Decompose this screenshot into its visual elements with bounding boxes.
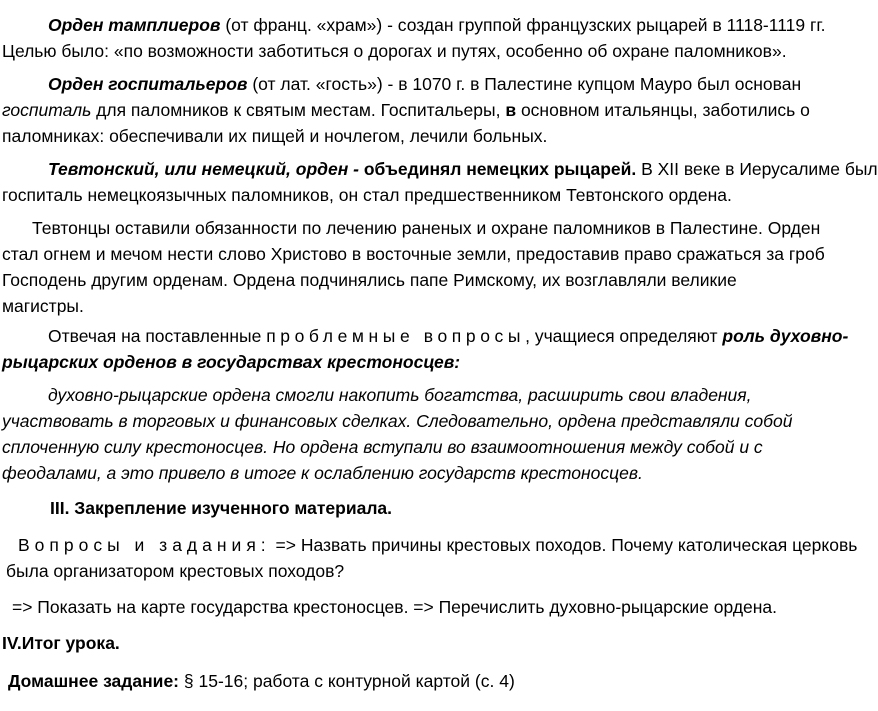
teutons-line-1: Тевтонцы оставили обязанности по лечению раненых и охране паломников в Палестине. Орден xyxy=(32,218,821,238)
answer-intro-line-1 xyxy=(48,323,848,349)
teutonic-line-1 xyxy=(48,156,878,182)
teutonic-text-1: В XII веке в Иерусалиме был xyxy=(636,159,878,179)
homework-label: Домашнее задание: xyxy=(8,671,180,691)
teutons-line-4: магистры. xyxy=(2,296,84,316)
tasks-line-3: => Показать на карте государства крестоносцев. => Перечислить духовно-рыцарские ордена. xyxy=(12,597,778,617)
answer-intro-text: Отвечая на поставленные xyxy=(48,326,267,346)
hospitallers-text-2b: основном итальянцы, заботились о xyxy=(516,100,810,120)
answer-intro-line-2: рыцарских орденов в государствах крестоносцев: xyxy=(2,352,461,372)
templars-line-1 xyxy=(48,12,825,38)
hospitallers-text-1: (от лат. «гость») - в 1070 г. в Палестине купцом Мауро был основан xyxy=(247,74,802,94)
section-4-heading: IV.Итог урока. xyxy=(2,633,120,653)
homework-text: § 15-16; работа с контурной картой (с. 4) xyxy=(179,671,515,691)
templars-text-1: (от франц. «храм») - создан группой французских рыцарей в 1118-1119 гг. xyxy=(220,15,826,35)
hospitallers-line-2 xyxy=(2,97,810,123)
homework-line xyxy=(8,668,515,694)
hospitallers-line-1 xyxy=(48,71,801,97)
templars-term: Орден тамплиеров xyxy=(48,15,221,35)
teutonic-term-2: объединял немецких рыцарей. xyxy=(363,159,637,179)
hospitallers-text-2a: для паломников к святым местам. Госпитальеры, xyxy=(91,100,506,120)
teutons-line-3: Господень другим орденам. Ордена подчинялись папе Римскому, их возглавляли великие xyxy=(2,270,737,290)
section-3-heading: III. Закрепление изученного материала. xyxy=(50,498,393,518)
templars-line-2: Целью было: «по возможности заботиться о дорогах и путях, особенно об охране паломников». xyxy=(2,41,787,61)
conclusion-line-3: сплоченную силу крестоносцев. Но ордена вступали во взаимоотношения между собой и с xyxy=(2,437,763,457)
teutonic-line-2: госпиталь немецкоязычных паломников, он стал предшественником Тевтонского ордена. xyxy=(2,185,732,205)
role-phrase: роль духовно- xyxy=(722,326,849,346)
hospitallers-term: Орден госпитальеров xyxy=(48,74,248,94)
tasks-line-1 xyxy=(18,532,857,558)
problem-questions: проблемные вопросы xyxy=(266,326,526,346)
tasks-line-2: была организатором крестовых походов? xyxy=(6,561,345,581)
conclusion-line-4: феодалами, а это привело в итоге к ослаблению государств крестоносцев. xyxy=(2,463,643,483)
conclusion-line-1: духовно-рыцарские ордена смогли накопить богатства, расширить свои владения, xyxy=(48,385,752,405)
conclusion-line-2: участвовать в торговых и финансовых сделках. Следовательно, ордена представляли собой xyxy=(2,411,793,431)
teutonic-term: Тевтонский, или немецкий, орден - xyxy=(48,159,364,179)
tasks-text-1: => Назвать причины крестовых походов. Почему католическая церковь xyxy=(270,535,858,555)
teutons-line-2: стал огнем и мечом нести слово Христово в восточные земли, предоставив право сражаться за гроб xyxy=(2,244,825,264)
hospital-word: госпиталь xyxy=(2,100,92,120)
hospitallers-bold-v: в xyxy=(505,100,517,120)
hospitallers-line-3: паломниках: обеспечивали их пищей и ночлегом, лечили больных. xyxy=(2,126,548,146)
tasks-label: Вопросы и задания: xyxy=(18,535,271,555)
answer-intro-text-2: , учащиеся определяют xyxy=(525,326,723,346)
